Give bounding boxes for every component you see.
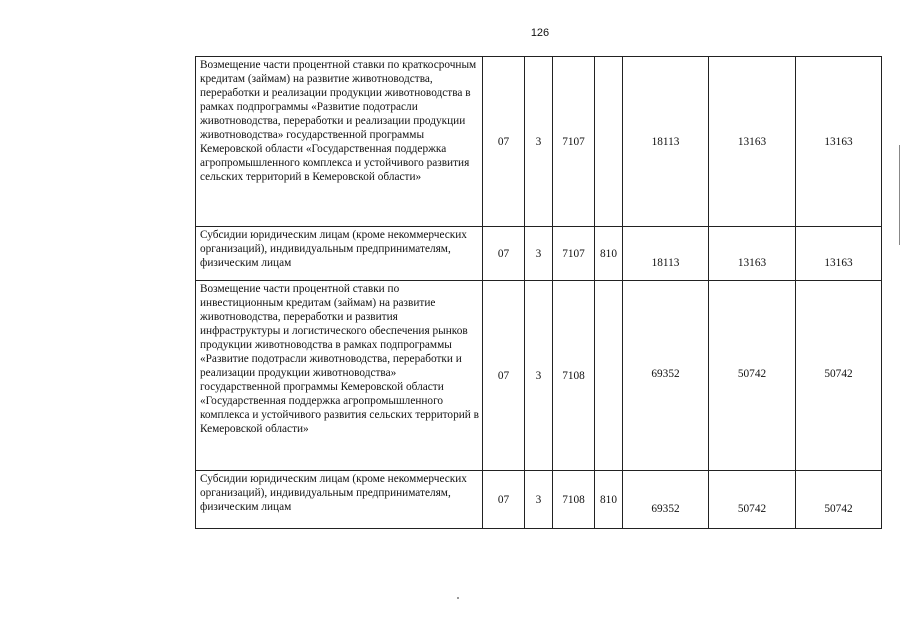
table-row <box>196 227 882 281</box>
amount-year-2: 13163 <box>709 227 796 281</box>
program-code: 07 <box>483 57 525 227</box>
subprogram-code: 3 <box>525 281 553 471</box>
budget-table <box>195 56 882 529</box>
amount-year-3: 50742 <box>796 471 882 529</box>
table-row <box>196 281 882 471</box>
program-code: 07 <box>483 281 525 471</box>
expense-type-code: 810 <box>595 471 623 529</box>
expense-type-code: 810 <box>595 227 623 281</box>
subprogram-code: 3 <box>525 471 553 529</box>
subprogram-code: 3 <box>525 57 553 227</box>
amount-year-2: 50742 <box>709 281 796 471</box>
amount-year-1: 18113 <box>623 57 709 227</box>
row-description: Возмещение части процентной ставки по краткосрочным кредитам (займам) на развитие животноводства, переработки и реализации продукции животноводства в рамках подпрограммы «Развитие подотрасли животноводства, переработки и реализации продукции животноводства» государственной программы Кемеровской области «Государственная поддержка агропромышленного комплекса и устойчивого развития сельских территорий в Кемеровской области» <box>196 57 483 227</box>
table-row <box>196 57 882 227</box>
expense-type-code <box>595 57 623 227</box>
amount-year-3: 50742 <box>796 281 882 471</box>
row-description: Субсидии юридическим лицам (кроме некоммерческих организаций), индивидуальным предпринимателям, физическим лицам <box>196 471 483 529</box>
amount-year-3: 13163 <box>796 57 882 227</box>
amount-year-1: 18113 <box>623 227 709 281</box>
direction-code: 7107 <box>553 57 595 227</box>
amount-year-1: 69352 <box>623 471 709 529</box>
direction-code: 7107 <box>553 227 595 281</box>
direction-code: 7108 <box>553 471 595 529</box>
scan-speck <box>457 597 459 599</box>
page-number: 126 <box>530 27 550 39</box>
direction-code: 7108 <box>553 281 595 471</box>
subprogram-code: 3 <box>525 227 553 281</box>
amount-year-1: 69352 <box>623 281 709 471</box>
row-description: Возмещение части процентной ставки по инвестиционным кредитам (займам) на развитие животноводства, переработки и развития инфраструктуры и логистического обеспечения рынков продукции животноводства в рамках подпрограммы «Развитие подотрасли животноводства, переработки и реализации продукции животноводства» государственной программы Кемеровской области «Государственная поддержка агропромышленного комплекса и устойчивого развития сельских территорий в Кемеровской области» <box>196 281 483 471</box>
expense-type-code <box>595 281 623 471</box>
program-code: 07 <box>483 471 525 529</box>
table-row <box>196 471 882 529</box>
amount-year-2: 13163 <box>709 57 796 227</box>
scan-edge-mark <box>899 145 900 245</box>
amount-year-2: 50742 <box>709 471 796 529</box>
program-code: 07 <box>483 227 525 281</box>
row-description: Субсидии юридическим лицам (кроме некоммерческих организаций), индивидуальным предпринимателям, физическим лицам <box>196 227 483 281</box>
amount-year-3: 13163 <box>796 227 882 281</box>
